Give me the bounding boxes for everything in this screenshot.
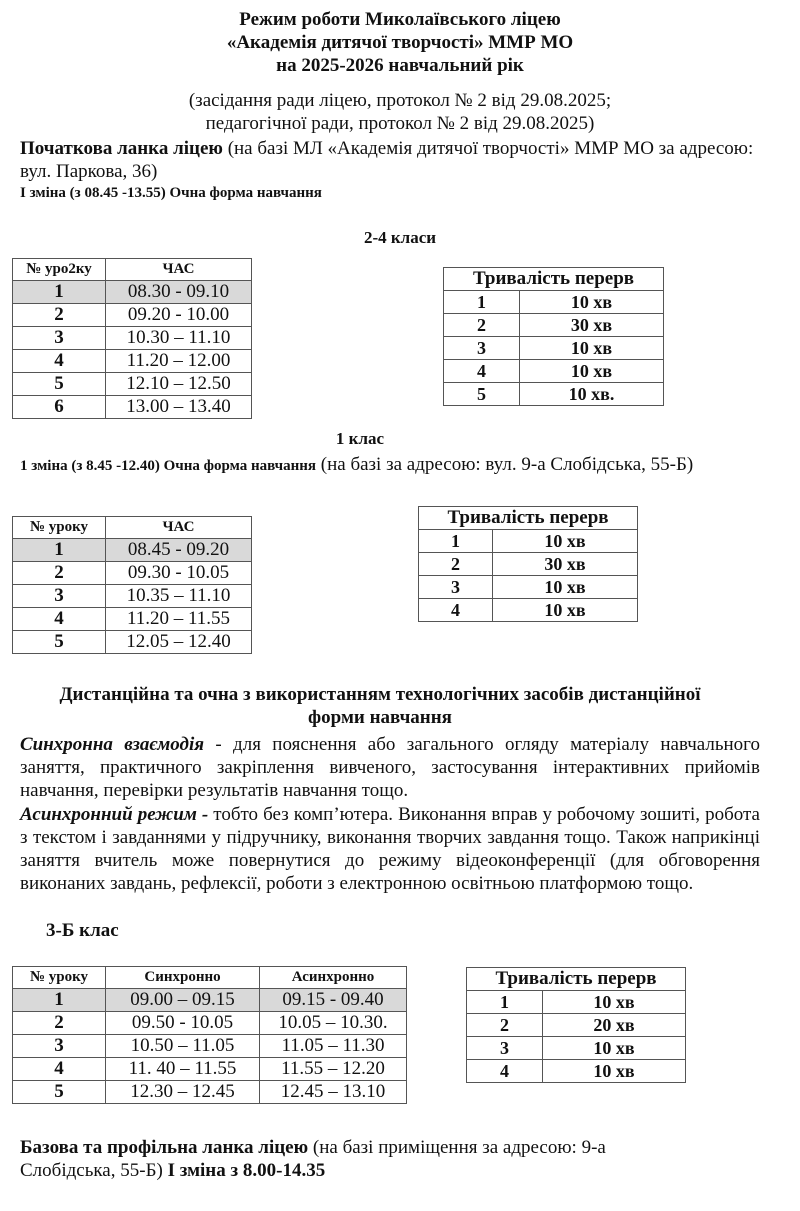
break-number: 3 [444,337,520,360]
table-row [13,373,252,396]
table-row [13,350,252,373]
sync-time: 12.30 – 12.45 [106,1081,260,1104]
table-header-row [419,507,638,530]
column-header-time: ЧАС [106,259,252,281]
distance-title-line-2: форми навчання [308,707,452,728]
secondary-shift: І зміна з 8.00-14.35 [167,1160,326,1181]
lesson-number: 1 [13,539,106,562]
lesson-number: 1 [13,281,106,304]
lesson-number: 5 [13,631,106,654]
approval-line-1: (засідання ради ліцею, протокол № 2 від 29.08.2025; [188,90,612,111]
async-mode-paragraph [20,803,760,895]
table-row [13,1081,407,1104]
table-header-row [13,259,252,281]
title-line-1: Режим роботи Миколаївського ліцею [239,9,561,30]
grades-2-4-lessons-table [12,258,252,419]
grades-2-4-breaks-table [443,267,664,406]
async-mode-description: тобто без комп’ютера. Виконання вправ у робочому зошиті, робота з текстом і завданнями у підручнику, виконання творчих завдання тощо. Також наприкінці заняття вчитель може повернутися до режиму відеоконференції (для обговорення виконаних завдань, рефлексії, роботи з електронною освітньою платформою тощо. [20,804,760,894]
lesson-time: 08.45 - 09.20 [106,539,252,562]
async-time: 10.05 – 10.30. [260,1012,407,1035]
grade-1-title: 1 клас [335,429,385,448]
break-number: 1 [419,530,493,553]
break-duration: 10 хв [520,360,664,383]
grade-3b-title: 3-Б клас [46,920,119,941]
column-header-lesson-number: № уро2ку [13,259,106,281]
primary-heading-bold: Початкова ланка ліцею [20,138,223,159]
grades-2-4-title: 2-4 класи [363,228,437,247]
lesson-number: 2 [13,1012,106,1035]
table-header-row [13,517,252,539]
table-row [13,1058,407,1081]
table-row [13,396,252,419]
column-header-break-duration: Тривалість перерв [444,268,664,291]
table-row [13,989,407,1012]
lesson-time: 11.20 – 12.00 [106,350,252,373]
table-row [13,1035,407,1058]
break-duration: 10 хв [493,530,638,553]
table-row [444,337,664,360]
table-row [13,631,252,654]
break-duration: 10 хв [543,1037,686,1060]
sync-mode-term: Синхронна взаємодія [20,734,205,755]
column-header-time: ЧАС [106,517,252,539]
approval-note [0,89,800,135]
table-row [13,281,252,304]
table-row [13,562,252,585]
lesson-number: 5 [13,1081,106,1104]
break-number: 4 [467,1060,543,1083]
async-time: 12.45 – 13.10 [260,1081,407,1104]
async-time: 11.55 – 12.20 [260,1058,407,1081]
column-header-break-duration: Тривалість перерв [419,507,638,530]
table-row [13,327,252,350]
table-row [467,1060,686,1083]
title-line-3: на 2025-2026 навчальний рік [276,55,524,76]
async-time: 11.05 – 11.30 [260,1035,407,1058]
lesson-number: 4 [13,1058,106,1081]
break-number: 3 [467,1037,543,1060]
break-duration: 10 хв [520,291,664,314]
grade-1-shift-bold: 1 зміна (з 8.45 -12.40) Очна форма навчання [20,458,317,474]
distance-title-line-1: Дистанційна та очна з використанням технологічних засобів дистанційної [59,684,701,705]
grade-1-shift [20,453,760,478]
lesson-number: 5 [13,373,106,396]
table-row [419,530,638,553]
lesson-number: 2 [13,304,106,327]
table-row [419,576,638,599]
column-header-lesson-number: № уроку [13,967,106,989]
break-number: 1 [467,991,543,1014]
column-header-lesson-number: № уроку [13,517,106,539]
break-duration: 10 хв [493,599,638,622]
sync-mode-paragraph [20,733,760,802]
lesson-number: 3 [13,1035,106,1058]
document-title [0,8,800,77]
break-duration: 20 хв [543,1014,686,1037]
lesson-time: 08.30 - 09.10 [106,281,252,304]
column-header-break-duration: Тривалість перерв [467,968,686,991]
lesson-time: 11.20 – 11.55 [106,608,252,631]
break-duration: 10 хв [493,576,638,599]
async-mode-term: Асинхронний режим - [20,804,209,825]
lesson-time: 13.00 – 13.40 [106,396,252,419]
break-duration: 10 хв [520,337,664,360]
grade-3b-breaks-table [466,967,686,1083]
secondary-heading-address: (на базі приміщення за адресою: 9-а Слобідська, 55-Б) [20,1137,606,1181]
table-row [467,1037,686,1060]
table-row [467,1014,686,1037]
lesson-time: 09.30 - 10.05 [106,562,252,585]
break-number: 2 [419,553,493,576]
break-number: 2 [444,314,520,337]
async-time: 09.15 - 09.40 [260,989,407,1012]
lesson-number: 1 [13,989,106,1012]
break-duration: 10 хв [543,1060,686,1083]
lesson-time: 10.30 – 11.10 [106,327,252,350]
lesson-time: 12.10 – 12.50 [106,373,252,396]
table-header-row [467,968,686,991]
break-number: 5 [444,383,520,406]
sync-time: 09.50 - 10.05 [106,1012,260,1035]
table-row [13,539,252,562]
lesson-number: 2 [13,562,106,585]
lesson-time: 12.05 – 12.40 [106,631,252,654]
primary-shift: І зміна (з 08.45 -13.55) Очна форма навчання [20,185,322,201]
table-row [444,383,664,406]
table-header-row [13,967,407,989]
column-header-asynchronous: Асинхронно [260,967,407,989]
break-duration: 30 хв [520,314,664,337]
sync-mode-description: - для пояснення або загального огляду матеріалу навчального заняття, практичного закріплення вивченого, застосування інтерактивних прийомів навчання, перевірки результатів навчання тощо. [20,734,760,801]
lesson-time: 10.35 – 11.10 [106,585,252,608]
break-number: 4 [419,599,493,622]
grade-1-lessons-table [12,516,252,654]
table-row [467,991,686,1014]
column-header-synchronous: Синхронно [106,967,260,989]
break-number: 4 [444,360,520,383]
table-row [13,608,252,631]
table-row [419,599,638,622]
sync-time: 11. 40 – 11.55 [106,1058,260,1081]
lesson-number: 4 [13,608,106,631]
sync-time: 10.50 – 11.05 [106,1035,260,1058]
title-line-2: «Академія дитячої творчості» ММР МО [226,32,574,53]
break-duration: 10 хв [543,991,686,1014]
secondary-section-heading [20,1136,680,1182]
break-duration: 10 хв. [520,383,664,406]
secondary-heading-bold: Базова та профільна ланка ліцею [20,1137,309,1158]
break-duration: 30 хв [493,553,638,576]
table-header-row [444,268,664,291]
approval-line-2: педагогічної ради, протокол № 2 від 29.08.2025) [205,113,595,134]
break-number: 3 [419,576,493,599]
table-row [13,304,252,327]
lesson-number: 4 [13,350,106,373]
lesson-number: 3 [13,585,106,608]
grade-3b-lessons-table [12,966,407,1104]
primary-heading-address: (на базі МЛ «Академія дитячої творчості» ММР МО за адресою: вул. Паркова, 36) [20,138,754,182]
break-number: 1 [444,291,520,314]
lesson-number: 6 [13,396,106,419]
table-row [419,553,638,576]
table-row [444,314,664,337]
table-row [13,585,252,608]
table-row [13,1012,407,1035]
primary-section-heading [20,137,780,183]
table-row [444,360,664,383]
break-number: 2 [467,1014,543,1037]
distance-learning-title [0,683,760,729]
sync-time: 09.00 – 09.15 [106,989,260,1012]
lesson-time: 09.20 - 10.00 [106,304,252,327]
lesson-number: 3 [13,327,106,350]
grade-1-breaks-table [418,506,638,622]
table-row [444,291,664,314]
grade-1-shift-address: (на базі за адресою: вул. 9-а Слобідська, 55-Б) [316,454,694,475]
